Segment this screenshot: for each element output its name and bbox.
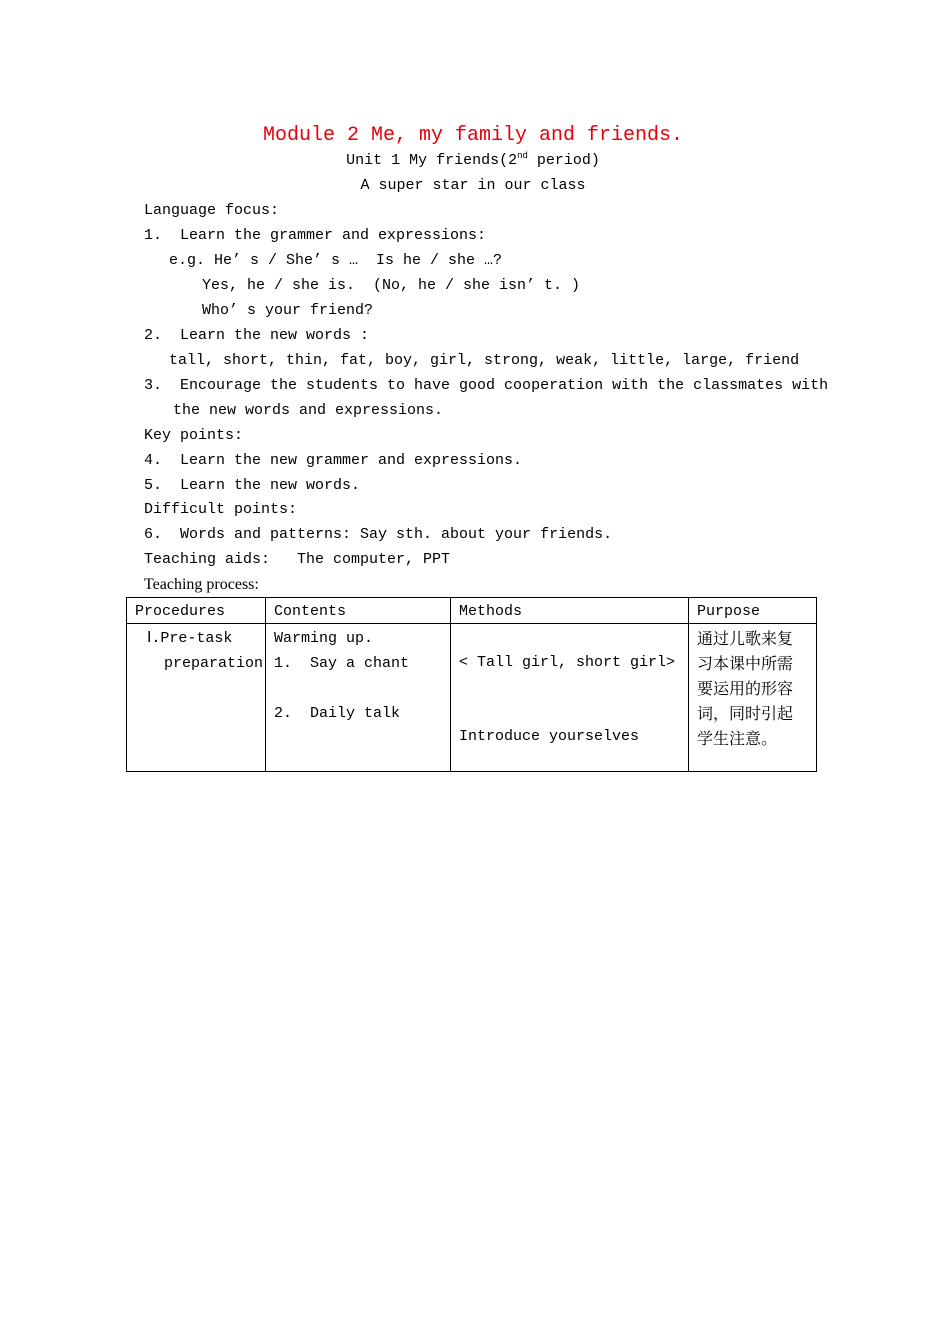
teaching-process-table <box>126 597 817 772</box>
language-focus-item-1: 1. Learn the grammer and expressions: <box>144 227 487 244</box>
language-focus-heading: Language focus: <box>144 202 280 219</box>
language-focus-item-2: 2. Learn the new words : <box>144 327 370 344</box>
unit-subtitle-sup: nd <box>517 151 528 161</box>
methods-line-2: Introduce yourselves <box>459 728 640 745</box>
key-point-5: 5. Learn the new words. <box>144 477 361 494</box>
purpose-text: 通过儿歌来复习本课中所需要运用的形容词，同时引起学生注意。 <box>697 629 794 748</box>
key-point-4: 4. Learn the new grammer and expressions. <box>144 452 523 469</box>
unit-subtitle-suffix: period) <box>527 152 600 169</box>
contents-line-2: 1. Say a chant <box>274 655 410 672</box>
language-focus-item-3: 3. Encourage the students to have good cooperation with the classmates with <box>144 377 829 394</box>
contents-line-1: Warming up. <box>274 630 374 647</box>
procedure-line-2: preparation <box>164 655 264 672</box>
new-words-list: tall, short, thin, fat, boy, girl, strong, weak, little, large, friend <box>169 352 800 369</box>
lesson-title: A super star in our class <box>360 177 586 194</box>
header-methods: Methods <box>451 598 689 624</box>
contents-cell <box>266 624 451 772</box>
contents-line-3: 2. Daily talk <box>274 705 401 722</box>
question-line: Who’ s your friend? <box>202 302 374 319</box>
difficult-point-6: 6. Words and patterns: Say sth. about your friends. <box>144 526 613 543</box>
methods-cell <box>451 624 689 772</box>
teaching-aids: Teaching aids: The computer, PPT <box>144 551 451 568</box>
table-row <box>127 624 817 772</box>
header-procedures: Procedures <box>127 598 266 624</box>
procedure-line-1: Ⅰ.Pre-task <box>147 630 233 647</box>
teaching-process-heading: Teaching process: <box>144 576 259 593</box>
procedure-cell <box>127 624 266 772</box>
key-points-heading: Key points: <box>144 427 244 444</box>
unit-subtitle-prefix: Unit 1 My friends(2 <box>346 152 518 169</box>
table-header-row <box>127 598 817 624</box>
difficult-points-heading: Difficult points: <box>144 501 298 518</box>
example-line: e.g. He’ s / She’ s … Is he / she …? <box>169 252 503 269</box>
document-title: Module 2 Me, my family and friends. <box>262 124 684 147</box>
header-contents: Contents <box>266 598 451 624</box>
language-focus-item-3-cont: the new words and expressions. <box>173 402 444 419</box>
methods-line-1: < Tall girl, short girl> <box>459 654 676 671</box>
unit-subtitle <box>0 152 946 169</box>
header-purpose: Purpose <box>689 598 817 624</box>
answer-line: Yes, he / she is. (No, he / she isn’ t. ) <box>202 277 581 294</box>
purpose-cell <box>689 624 817 772</box>
